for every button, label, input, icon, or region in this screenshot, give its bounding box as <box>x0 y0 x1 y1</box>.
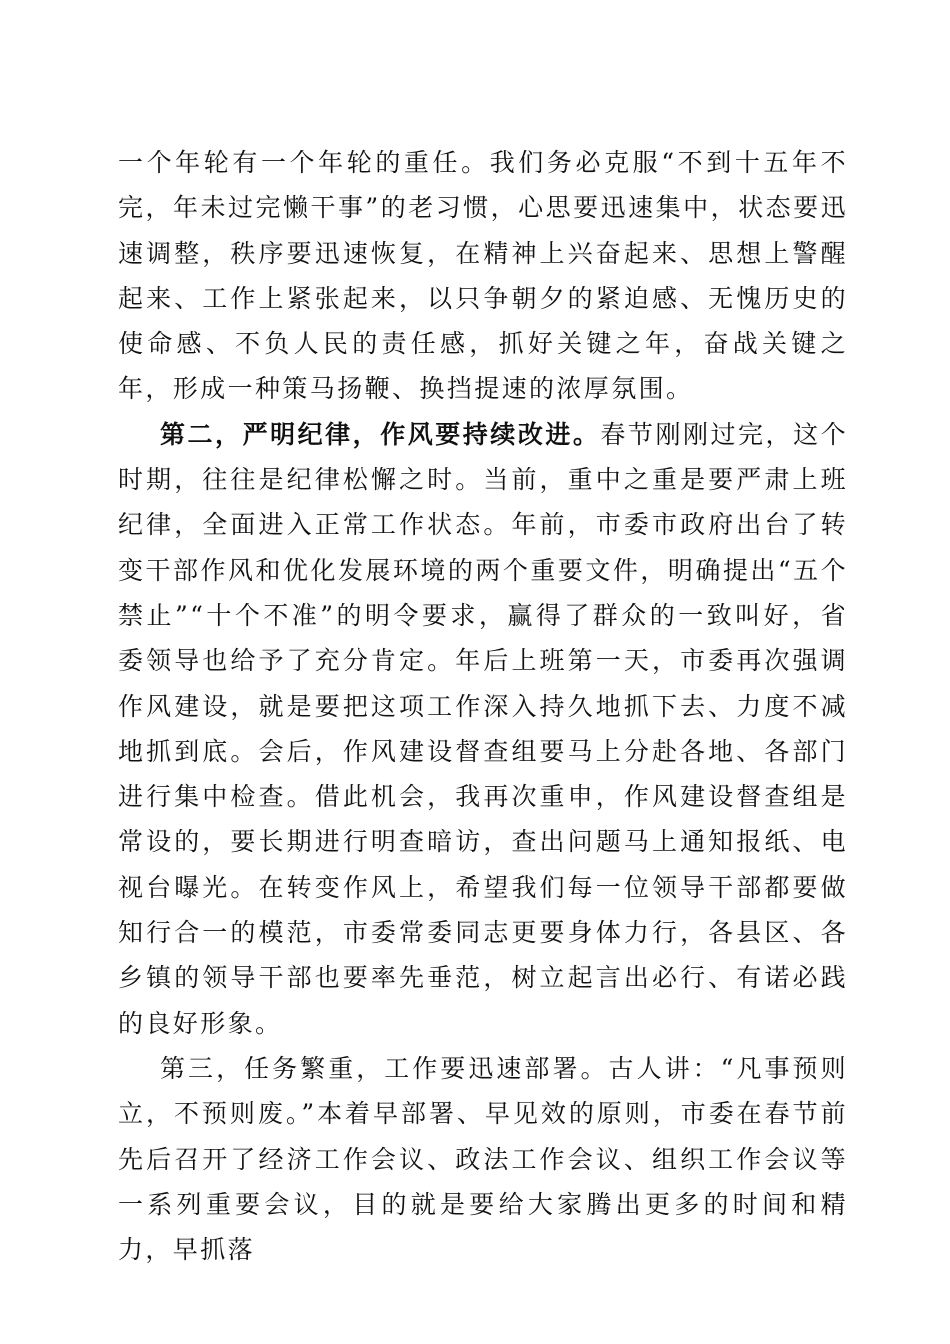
paragraph-1 <box>118 140 848 412</box>
paragraph-text: 一个年轮有一个年轮的重任。我们务必克服“不到十五年不完，年未过完懒干事”的老习惯，心思要迅速集中，状态要迅速调整，秩序要迅速恢复，在精神上兴奋起来、思想上警醒起来、工作上紧张起来，以只争朝夕的紧迫感、无愧历史的使命感、不负人民的责任感，抓好关键之年，奋战关键之年，形成一种策马扬鞭、换挡提速的浓厚氛围。 <box>118 148 848 404</box>
paragraph-2 <box>118 412 848 1046</box>
paragraph-lead: 第二，严明纪律，作风要持续改进。 <box>160 419 601 449</box>
document-body <box>118 140 848 1272</box>
paragraph-text: 春节刚刚过完，这个时期，往往是纪律松懈之时。当前，重中之重是要严肃上班纪律，全面进入正常工作状态。年前，市委市政府出台了转变干部作风和优化发展环境的两个重要文件，明确提出“五个禁止”“十个不准”的明令要求，赢得了群众的一致叫好，省委领导也给予了充分肯定。年后上班第一天，市委再次强调作风建设，就是要把这项工作深入持久地抓下去、力度不减地抓到底。会后，作风建设督查组要马上分赴各地、各部门进行集中检查。借此机会，我再次重申，作风建设督查组是常设的，要长期进行明查暗访，查出问题马上通知报纸、电视台曝光。在转变作风上，希望我们每一位领导干部都要做知行合一的模范，市委常委同志更要身体力行，各县区、各乡镇的领导干部也要率先垂范，树立起言出必行、有诺必践的良好形象。 <box>118 419 849 1038</box>
paragraph-3 <box>118 1046 848 1272</box>
paragraph-text: 第三，任务繁重，工作要迅速部署。古人讲：“凡事预则立，不预则废。”本着早部署、早见效的原则，市委在春节前先后召开了经济工作会议、政法工作会议、组织工作会议等一系列重要会议，目的就是要给大家腾出更多的时间和精力，早抓落 <box>118 1053 848 1265</box>
